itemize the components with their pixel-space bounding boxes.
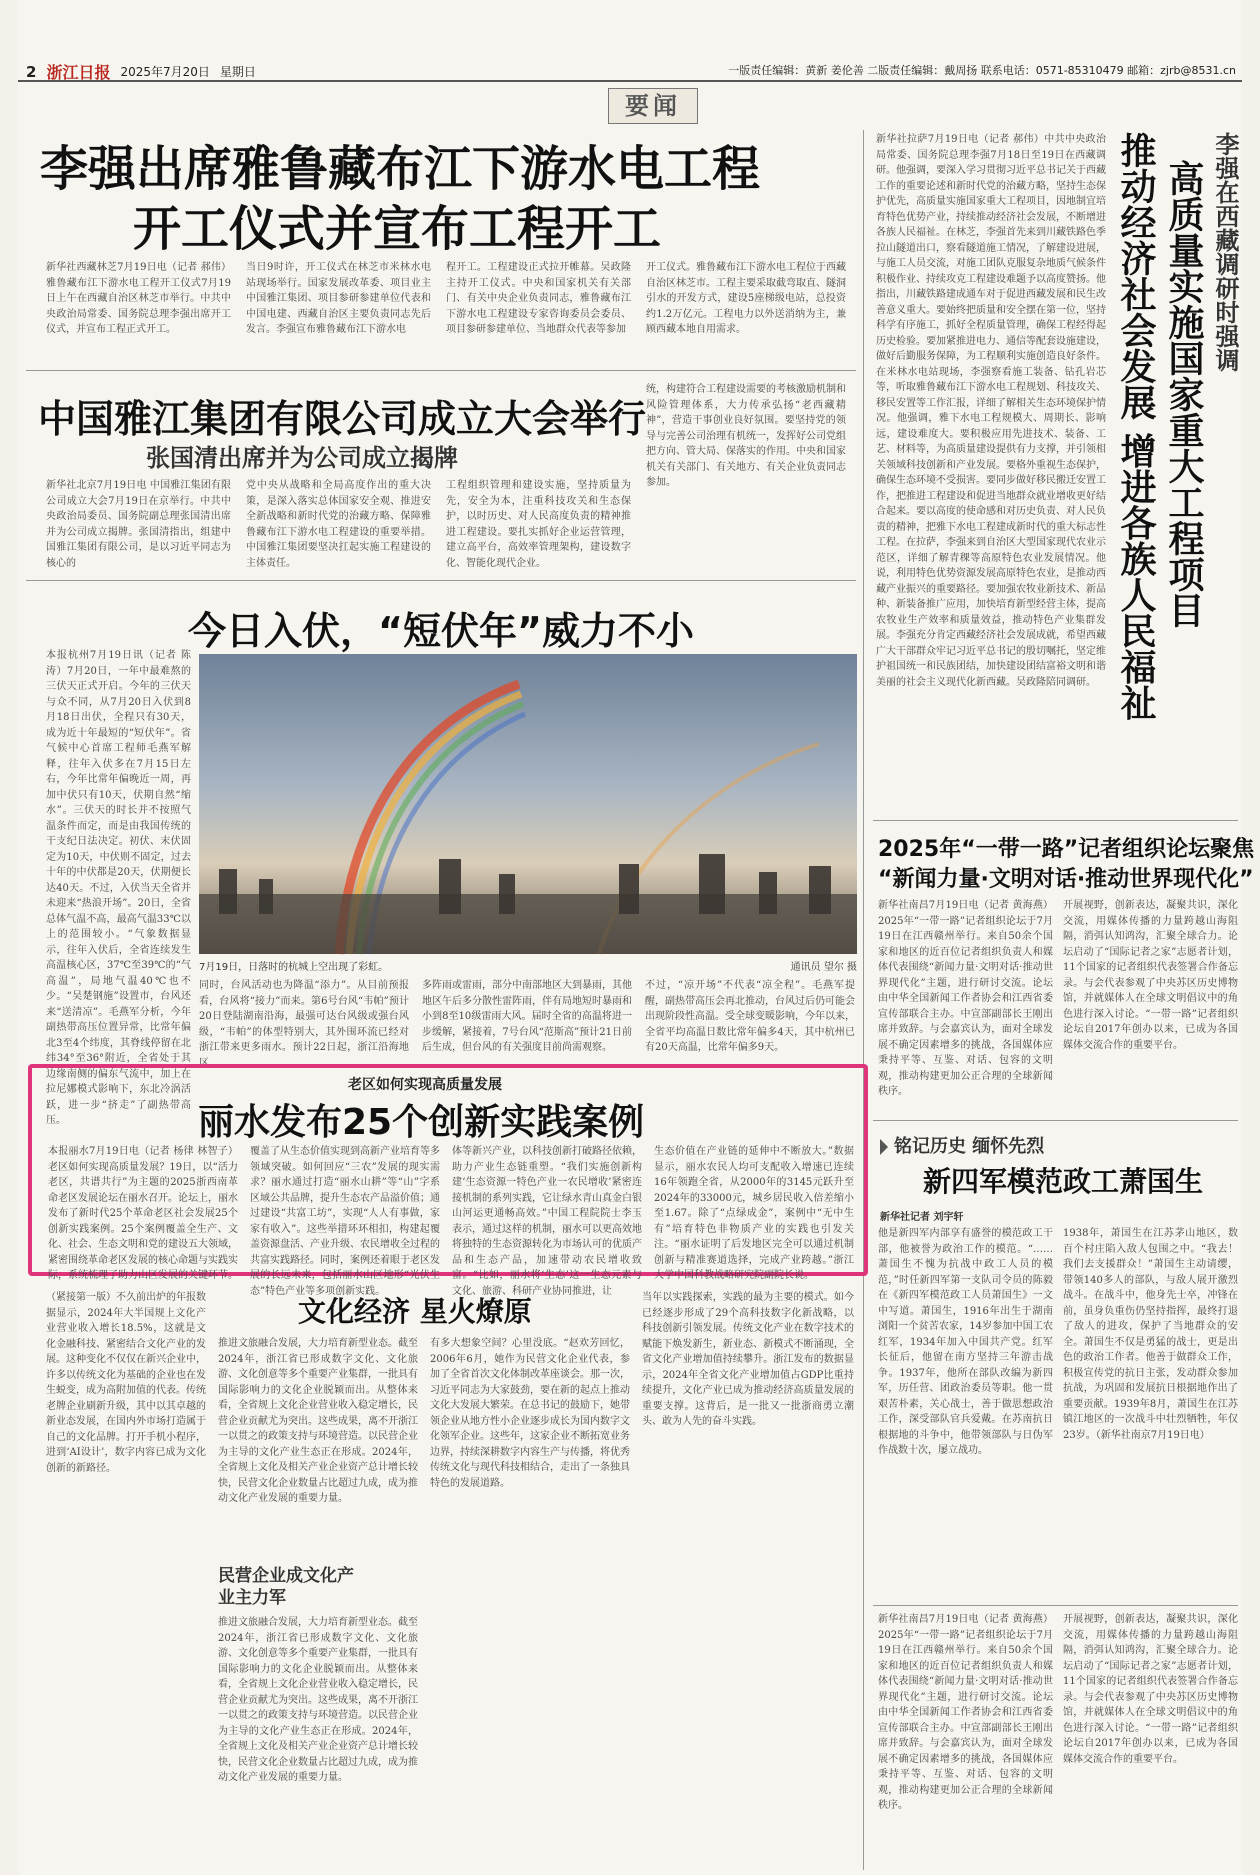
a5-col2: 推进文旅融合发展，大力培育新型业态。截至2024年，浙江省已形成数字文化、文化旅游、文化创意等多个重要产业集群，一批具有国际影响力的文化企业脱颖而出。从整体来看，全省规上文化企业营业收入稳定增长，民营企业贡献尤为突出。这些成果，离不开浙江一以贯之的政策支持与环境营造。以民营企业为主导的文化产业生态正在形成。2024年，全省规上文化及相关产业企业资产总计增长较快，民营文化企业数量占比超过九成，成为推动文化产业发展的重要力量。 [218, 1338, 418, 1504]
photo-caption [199, 958, 857, 973]
row-divider [873, 1120, 1238, 1121]
page-header [18, 56, 1242, 82]
a5-col2b: 推进文旅融合发展，大力培育新型业态。截至2024年，浙江省已形成数字文化、文化旅游、文化创意等多个重要产业集群，一批具有国际影响力的文化企业脱颖而出。从整体来看，全省规上文化企业营业收入稳定增长，民营企业贡献尤为突出。这些成果，离不开浙江一以贯之的政策支持与环境营造。以民营企业为主导的文化产业生态正在形成。2024年，全省规上文化及相关产业企业资产总计增长较快，民营文化企业数量占比超过九成，成为推动文化产业发展的重要力量。 [218, 1617, 418, 1783]
a5-col1: （紧接第一版）不久前出炉的年报数据显示，2024年大半国规上文化产业营业收入增长18.5%，这就是文化金融科技、紧密结合文化产业的发展。这种变化不仅仅在新兴企业中，许多以传统文化为基础的企业也在发生蜕变，成为高附加值的代表。传统老牌企业刷新升级，其中以其卓越的新业态发展，在国内外市场打造属于自己的文化品牌。打开手机小程序，进到‘AI设计’，数字内容已成为文化创新的新路径。 [46, 1292, 206, 1474]
a8-cont-col2: 开展视野，创新表达，凝聚共识，深化交流，用媒体传播的力量跨越山海阻隔，消弭认知鸿沟，汇聚全球合力。论坛启动了“国际记者之家”志愿者计划，11个国家的记者组织代表签署合作备忘录。与会代表参观了中央苏区历史博物馆，并就媒体人在全球文明倡议中的角色进行深入讨论。“一带一路”记者组织论坛自2017年创办以来，已成为各国媒体交流合作的重要平台。 [1063, 1614, 1238, 1765]
a5-col4: 当年以实践探索，实践的最为主要的模式。如今已经逐步形成了29个高科技数字化新战略，以科技创新引领发展。传统文化产业在数字技术的赋能下焕发新生，新业态、新模式不断涌现，全省文化产业增加值持续攀升。浙江发布的数据显示，2024年全省文化产业增加值占GDP比重持续提升，文化产业已成为推动经济高质量发展的重要支撑。这背后，是一批又一批浙商勇立潮头、敢为人先的奋斗实践。 [642, 1292, 854, 1427]
a5-col3: 有多大想象空间？心里没底。“赵欢芳回忆，2006年6月，她作为民营文化企业代表，参加了全省首次文化体制改革座谈会。那一次，习近平同志为大家鼓劲，要在新的起点上推动文化大发展大繁荣。在总书记的鼓励下，她带领企业从地方性小企业逐步成长为国内数字文化领军企业。这些年，这家企业不断拓宽业务边界，持续深耕数字内容生产与传播，将优秀传统文化与现代科技相结合，走出了一条独具特色的发展道路。 [430, 1338, 630, 1489]
a8-kicker-text: 铭记历史 缅怀先烈 [894, 1136, 1045, 1157]
a8-byline: 新华社记者 刘宇轩 [880, 1212, 964, 1223]
editor-info: 一版责任编辑：黄新 姜伦善 二版责任编辑：戴周扬 联系电话：0571-85310479 邮箱：zjrb@8531.cn [728, 64, 1236, 77]
a2-subtitle: 张国清出席并为公司成立揭牌 [146, 444, 458, 472]
a4-col4: 生态价值在产业链的延伸中不断放大。”数据显示，丽水农民人均可支配收入增速已连续16年领跑全省，从2000年的3145元跃升至2024年的33000元，城乡居民收入倍差缩小至1.67。除了“点绿成金”，案例中“无中生有”培育特色非物质产业的实践也引发关注。“丽水证明了后发地区完全可以通过机制创新与精准赛道选择，完成产业跨越。”浙江大学中国科教战略研究院副院长说。 [654, 1146, 854, 1281]
a1-col4: 开工仪式。雅鲁藏布江下游水电工程位于西藏自治区林芝市。工程主要采取截弯取直、隧洞引水的开发方式，建设5座梯级电站，总投资约1.2万亿元。工程电力以外送消纳为主，兼顾西藏本地自用需求。 [646, 262, 846, 335]
a6-title-main: 推动经济社会发展 增进各族人民福祉 [1115, 132, 1156, 721]
a7-col1: 新华社南昌7月19日电（记者 黄海燕）2025年“一带一路”记者组织论坛于7月19日在江西赣州举行。来自50余个国家和地区的近百位记者组织负责人和媒体代表围绕“新闻力量·文明对话·推动世界现代化”主题，进行研讨交流。论坛由中华全国新闻工作者协会和江西省委宣传部联合主办。中宣部副部长王刚出席并致辞。与会嘉宾认为，面对全球发展不确定因素增多的挑战，各国媒体应秉持平等、互鉴、对话、包容的文明观，推动构建更加公正合理的全球新闻秩序。 [878, 900, 1053, 1097]
row-divider [26, 580, 856, 581]
a4-col3: 体等新兴产业，以科技创新打破路径依赖，助力产业生态链重塑。“我们实施创新构建‘生态资源一特色产业一农民增收’紧密连接机制的系列实践，它让绿水青山真金白银山河运更通畅高效。”中国工程院院士李玉表示，通过这样的机制，丽水可以更高效地将独特的生态资源转化为市场认可的优质产品和生态产品，加速带动农民增收致富。“比如，丽水将‘生态’这一生态元素与文化、旅游、科研产业协同推进，让 [452, 1146, 642, 1297]
a4-col1: 本报丽水7月19日电（记者 杨律 林智子）老区如何实现高质量发展？19日，以“活力老区，共谱共行”为主题的2025浙西南革命老区发展论坛在丽水召开。论坛上，丽水发布了新时代25个革命老区社会发展25个创新实践案例。25个案例覆盖全生产、文化、社会、生态文明和党的建设五大领域，紧密围绕革命老区发展的核心命题与实践实际，系统梳理了助力山区发展的关键环节。 [48, 1146, 238, 1281]
a2-col3: 工程组织管理和建设实施，坚持质量为先，安全为本，注重科技攻关和生态保护，以时历史、对人民高度负责的精神推进工程建设。要扎实抓好企业运营管理，建立高平台，高效率管理架构，建设数字化、智能化现代企业。 [446, 480, 631, 569]
a7-title-line1: 2025年“一带一路”记者组织论坛聚焦 [878, 837, 1255, 862]
kicker-arrow-icon [880, 1139, 888, 1155]
a6-title-mid: 高质量实施国家重大工程项目 [1163, 160, 1204, 628]
a1-col2: 当日9时许，开工仪式在林芝市米林水电站现场举行。国家发展改革委、项目业主中国雅江集团、项目参研参建单位代表和中国电建、西藏自治区主要负责同志先后发言。李强宣布雅鲁藏布江下游水电 [246, 262, 431, 335]
a8-title: 新四军模范政工萧国生 [923, 1165, 1204, 1198]
page-number: 2 [26, 62, 37, 81]
rainbow-illustration [199, 654, 857, 954]
a6-title-kicker: 李强在西藏调研时强调 [1211, 132, 1239, 372]
rainbow-photo [199, 654, 857, 954]
a7-title-line2: “新闻力量·文明对话·推动世界现代化” [878, 867, 1254, 892]
a3-col-a: 同时，台风活动也为降温“添力”。从目前预报看，台风将“接力”而来。第6号台风“韦帕”预计20日登陆湖南沿海，最强可达台风级或强台风级，“韦帕”的体型特别大，其外围环流已经对浙江带来更多雨水。预计22日起，浙江沿海地区 [199, 980, 409, 1069]
a4-title: 丽水发布25个创新实践案例 [198, 1102, 645, 1143]
section-title: 要闻 [608, 88, 698, 124]
a8-col1: 他是新四军内部享有盛誉的模范政工干部，他被誉为政治工作的模范。“……萧国生不愧为抗战中政工人员的模范，”时任新四军第一支队司令员的陈毅在《新四军模范政工人员萧国生》一文中写道。萧国生，1916年出生于湖南浏阳一个贫苦农家，14岁参加中国工农红军，1934年加入中国共产党。红军长征后，他留在南方坚持三年游击战争。1937年，他所在部队改编为新四军，历任营、团政治委员等职。他一贯艰苦朴素，关心战士，善于做思想政治工作，深受部队官兵爱戴。在苏南抗日根据地的斗争中，他带领部队与日伪军作战数十次，屡立战功。 [878, 1228, 1053, 1456]
row-divider [873, 820, 1238, 821]
a7-col2: 开展视野，创新表达，凝聚共识，深化交流，用媒体传播的力量跨越山海阻隔，消弭认知鸿沟，汇聚全球合力。论坛启动了“国际记者之家”志愿者计划，11个国家的记者组织代表签署合作备忘录。与会代表参观了中央苏区历史博物馆，并就媒体人在全球文明倡议中的角色进行深入讨论。“一带一路”记者组织论坛自2017年创办以来，已成为各国媒体交流合作的重要平台。 [1063, 900, 1238, 1051]
row-divider [26, 370, 856, 371]
photo-credit: 通讯员 望尔 摄 [790, 962, 857, 973]
issue-date: 2025年7月20日 [120, 65, 210, 79]
newspaper-page [18, 0, 1255, 1875]
a4-kicker: 老区如何实现高质量发展 [348, 1077, 502, 1093]
a8-cont-col1: 新华社南昌7月19日电（记者 黄海燕）2025年“一带一路”记者组织论坛于7月19日在江西赣州举行。来自50余个国家和地区的近百位记者组织负责人和媒体代表围绕“新闻力量·文明对话·推动世界现代化”主题，进行研讨交流。论坛由中华全国新闻工作者协会和江西省委宣传部联合主办。中宣部副部长王刚出席并致辞。与会嘉宾认为，面对全球发展不确定因素增多的挑战，各国媒体应秉持平等、互鉴、对话、包容的文明观，推动构建更加公正合理的全球新闻秩序。 [878, 1614, 1053, 1811]
issue-weekday: 星期日 [219, 65, 256, 79]
a1-title-line2: 开工仪式并宣布工程开工 [133, 201, 662, 257]
a2-col1: 新华社北京7月19日电 中国雅江集团有限公司成立大会7月19日在京举行。中共中央政治局委员、国务院副总理张国清出席并为公司成立揭牌。张国清指出，组建中国雅江集团有限公司，是以习近平同志为核心的 [46, 480, 231, 569]
a1-col3: 程开工。工程建设正式拉开帷幕。吴政隆主持开工仪式。中央和国家机关有关部门、有关中央企业负责同志，雅鲁藏布江下游水电工程建设专家咨询委员会委员、项目参研参建单位、当地群众代表等参加 [446, 262, 631, 335]
a6-body: 新华社拉萨7月19日电（记者 郝伟）中共中央政治局常委、国务院总理李强7月18日至19日在西藏调研。他强调，要深入学习贯彻习近平总书记关于西藏工作的重要论述和新时代党的治藏方略，坚持生态保护优先，高质量实施国家重大工程项目，因地制宜培育特色优势产业，持续推动经济社会发展，不断增进各族人民福祉。在林芝，李强首先来到川藏铁路色季拉山隧道出口，察看隧道施工情况，了解建设进展，与施工人员交流，对施工团队克服复杂地质气候条件积极作业、持续攻克工程建设难题予以高度赞扬。他指出，川藏铁路建成通车对于促进西藏发展和民生改善意义重大。要始终把质量和安全摆在第一位，坚持科学有序施工，抓好全程质量管理，确保工程经得起历史检验。要加紧推进电力、通信等配套设施建设，做好后勤服务保障，为工程顺利实施创造良好条件。在米林水电站现场，李强察看施工装备、钻孔岩芯等，听取雅鲁藏布江下游水电工程规划、科技攻关、移民安置等工作汇报，详细了解相关生态环境保护情况。他强调，雅下水电工程规模大、周期长、影响远，建设难度大。要积极应用先进技术、装备、工艺、材料等，为高质量建设提供有力支撑，并引领相关领域科技创新和产业发展。要格外重视生态保护，确保生态环境不受损害。要同步做好移民搬迁安置工作，把推进工程建设和促进当地群众就业增收更好结合起来。要以高度的使命感和对历史负责、对人民负责的精神，把雅下水电工程建成新时代的重大标志性工程。在拉萨，李强来到自治区大型国家现代农业示范区，详细了解青稞等高原特色农业发展情况。他说，利用特色优势资源发展高原特色农业，是推动西藏产业振兴的重要路径。要加强农牧业新技术、新品种、新装备推广应用，加快培育新型经营主体，提高农牧业生产效率和质量效益，推动特色产业集群发展。李强充分肯定西藏经济社会发展成就，希望西藏广大干部群众牢记习近平总书记的殷切嘱托，坚定维护祖国统一和民族团结，加快建设团结富裕文明和谐美丽的社会主义现代化新西藏。吴政隆陪同调研。 [876, 134, 1106, 688]
newspaper-logo: 浙江日报 [46, 63, 111, 82]
a8-kicker [880, 1132, 1044, 1158]
a1-title-line1: 李强出席雅鲁藏布江下游水电工程 [40, 141, 761, 197]
row-divider [873, 1605, 1238, 1606]
a3-title: 今日入伏，“短伏年”威力不小 [188, 609, 694, 653]
a2-col2: 党中央从战略和全局高度作出的重大决策，是深入落实总体国家安全观、推进安全新战略和新时代党的治藏方略、保障雅鲁藏布江下游水电工程建设的重要举措。中国雅江集团要坚决扛起实施工程建设的主体责任。 [246, 480, 431, 569]
a3-col-c: 不过，“凉开场”不代表“凉全程”。毛燕军提醒，副热带高压会再北推动，台风过后仍可能会出现阶段性高温。受全球变暖影响，今年以来，全省平均高温日数比常年偏多4天，其中杭州已有20天高温，比常年偏多9天。 [645, 980, 855, 1053]
column-divider [863, 130, 864, 1870]
a3-col-left: 本报杭州7月19日讯（记者 陈涛）7月20日，一年中最难熬的三伏天正式开启。今年的三伏天与众不同，从7月20日入伏到8月18日出伏，全程只有30天，成为近十年最短的“短伏年”。省气候中心首席工程师毛燕军解释，往年入伏多在7月15日左右，今年比常年偏晚近一周，再加中伏只有10天，伏期自然“缩水”。三伏天的时长并不按照气温条件而定，而是由我国传统的干支纪日法决定。初伏、末伏固定为10天，中伏则不固定，过去十年的中伏都是20天，伏期便长达40天。不过，入伏当天全省并未迎来“热浪开场”。20日，全省总体气温不高，最高气温33℃以上的范围较小。“气象数据显示，往年入伏后，全省连续发生高温核心区，37℃至39℃的“气高温”，局地气温40℃也不少。“吴楚钢施”设置市，台风还来“送清凉”。毛燕军分析，今年副热带高压位置异常，比常年偏北3至4个纬度，其脊线停留在北纬34°至36°附近，全省处于其边缘南侧的偏东气流中，加上在拉尼娜模式影响下，东北冷涡活跃，进一步“挤走”了副热带高压。 [46, 650, 191, 1126]
a5-subtitle: 民营企业成文化产业主力军 [218, 1566, 354, 1608]
a2-title: 中国雅江集团有限公司成立大会举行 [38, 397, 647, 441]
caption-text: 7月19日，日落时的杭城上空出现了彩虹。 [199, 962, 389, 973]
a3-col-b: 多阵雨或雷雨，部分中南部地区大到暴雨，其他地区午后多分散性雷阵雨，伴有局地短时暴雨和小到8至10级雷雨大风。届时全省的高温将进一步缓解，紧接着，7号台风“范斯高”预计21日前后生成，但台风的有关强度目前尚需观察。 [422, 980, 632, 1053]
a4-col2: 覆盖了从生态价值实现到高新产业培育等多领域突破。如何回应“三农”发展的现实需求？丽水通过打造“丽水山耕”等“山”字系区域公共品牌，提升生态农产品溢价值；通过建设“共富工坊”，实现“人人有事做，家家有收入”。这些举措环环相扣，构建起覆盖资源盘活、产业升级、农民增收全过程的共富实践路径。同时，案例还着眼于老区发展的长远未来，包括丽水山区地形“光伏生态”特色产业等多项创新实践。 [250, 1146, 440, 1297]
a2-col4: 统，构建符合工程建设需要的考核激励机制和风险管理体系，大力传承弘扬“老西藏精神”，营造干事创业良好氛围。要坚持党的领导与完善公司治理有机统一，发挥好公司党组把方向、管大局、保落实的作用。中央和国家机关有关部门、有关地方、有关企业负责同志参加。 [646, 384, 846, 488]
a1-col1: 新华社西藏林芝7月19日电（记者 郝伟）雅鲁藏布江下游水电工程开工仪式7月19日上午在西藏自治区林芝市举行。中共中央政治局常委、国务院总理李强出席开工仪式，并宣布工程正式开工。 [46, 262, 231, 335]
a8-col2: 1938年，萧国生在江苏茅山地区，数百个村庄陷入敌人包围之中。“我去！我们去支援群众！”萧国生主动请缨，带领140多人的部队，与敌人展开激烈战斗。在战斗中，他身先士卒，冲锋在前，虽身负重伤仍坚持指挥，最终打退了敌人的进攻，保护了当地群众的安全。萧国生不仅是勇猛的战士，更是出色的政治工作者。他善于做群众工作，积极宣传党的抗日主张，发动群众参加抗战，为巩固和发展抗日根据地作出了重要贡献。1939年8月，萧国生在江苏镇江地区的一次战斗中壮烈牺牲，年仅23岁。（新华社南京7月19日电） [1063, 1228, 1238, 1441]
a5-title: 文化经济 星火燎原 [298, 1295, 532, 1328]
